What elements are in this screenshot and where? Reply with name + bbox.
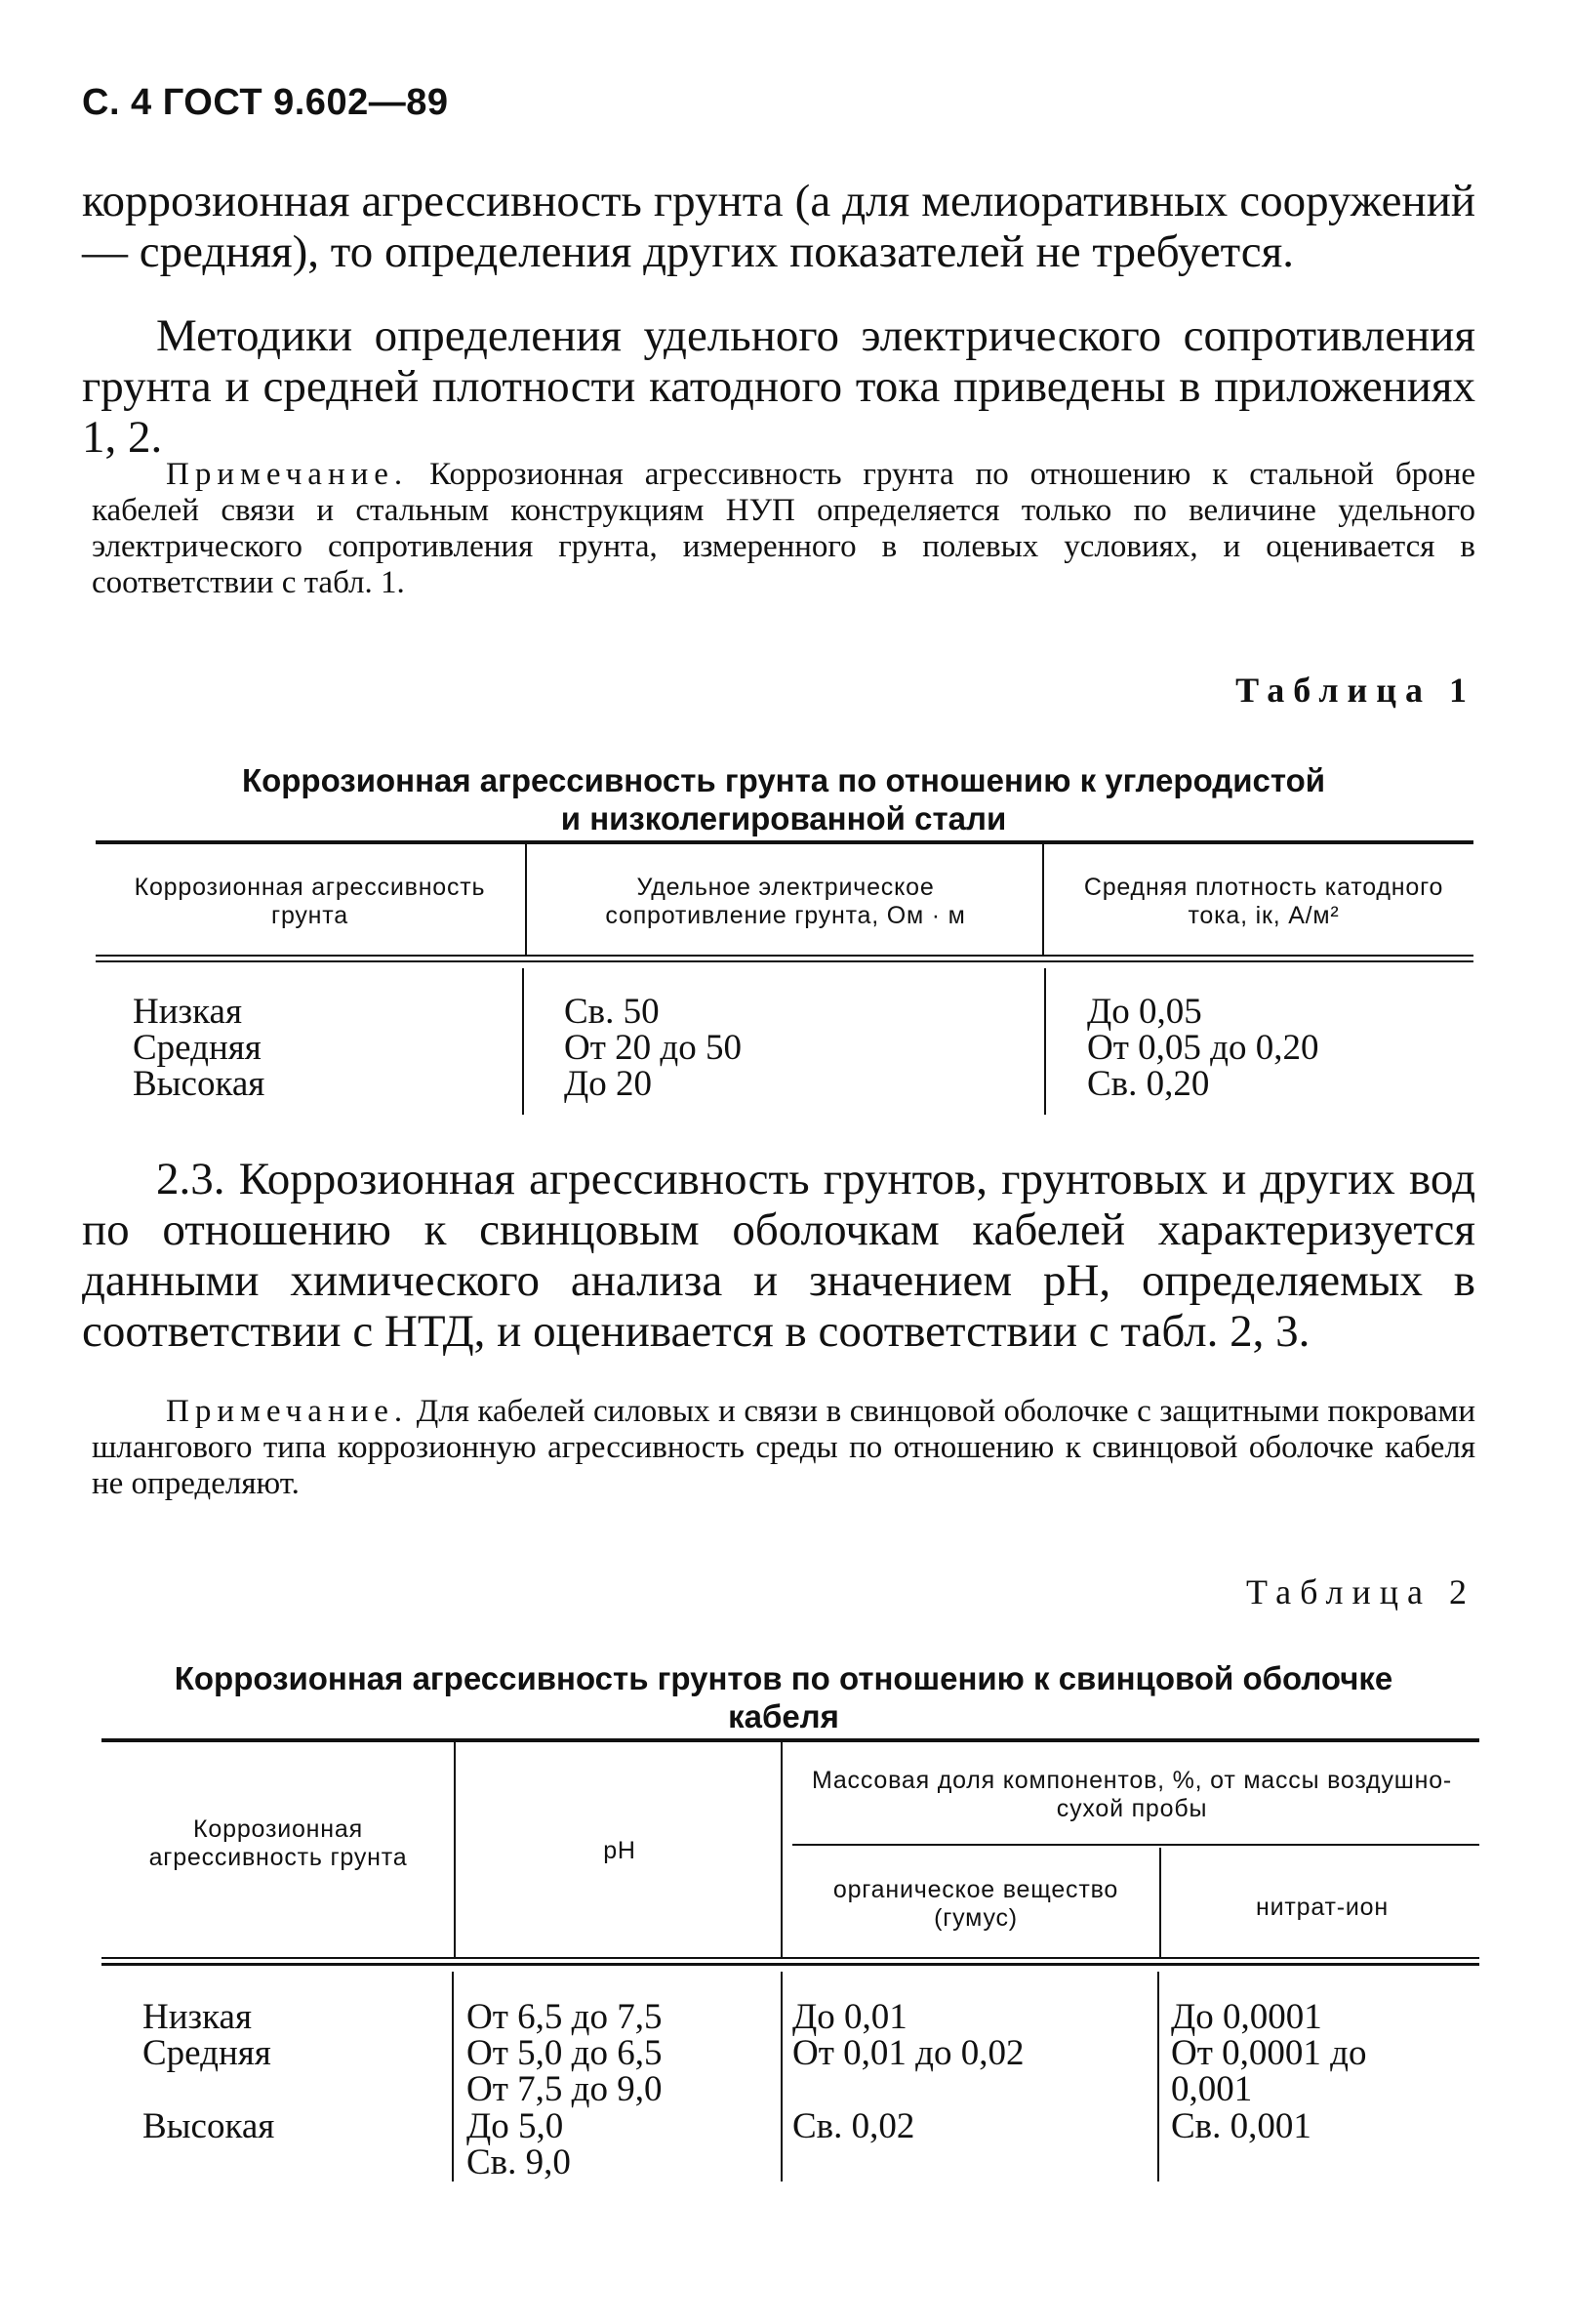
table-2-title-line1: Коррозионная агрессивность грунтов по отношению к свинцовой оболочке [174, 1660, 1393, 1696]
table-1-title [92, 761, 1475, 837]
table-2-divider [1159, 1848, 1161, 1957]
table-2-divider [452, 1972, 454, 2181]
note-1 [92, 457, 1475, 601]
paragraph-continuation: коррозионная агрессивность грунта (а для мелиоративных сооружений — средняя), то определения других показателей не требуется. [82, 176, 1475, 277]
table-1-divider [1044, 968, 1046, 1115]
page-header: С. 4 ГОСТ 9.602—89 [82, 82, 449, 123]
table-1-cell: Св. 50 [564, 992, 660, 1032]
paragraph-methods: Методики определения удельного электрического сопротивления грунта и средней плотности катодного тока приведены в приложениях 1, 2. [82, 310, 1475, 463]
table-2-divider [781, 1972, 783, 2181]
table-2-cell-ph: От 5,0 до 6,5 [466, 2033, 663, 2073]
table-2-cell-nitrate: 0,001 [1171, 2069, 1253, 2109]
table-1-header-resistance: Удельное электрическое сопротивление грунта, Ом · м [605, 874, 966, 929]
table-1-header-rule [96, 960, 1473, 962]
table-2-header-organic: органическое вещество (гумус) [832, 1876, 1119, 1932]
table-2-header-aggressiveness: Коррозионная агрессивность грунта [148, 1815, 408, 1871]
table-2-cell-organic: Св. 0,02 [792, 2106, 915, 2146]
note-1-text: Коррозионная агрессивность грунта по отношению к стальной броне кабелей связи и стальным конструкциям НУП определяется только по величине удельного электрического сопротивления грунта, измеренного в полевых условиях, и оценивается в соответствии с табл. 1. [92, 457, 1475, 600]
table-2-group-rule [792, 1844, 1479, 1846]
table-2-cell-ph: От 7,5 до 9,0 [466, 2069, 663, 2109]
table-2-header-rule [101, 1963, 1479, 1966]
table-1-header-current-density: Средняя плотность катодного тока, iк, А/м² [1083, 874, 1444, 929]
table-2-label: Таблица 2 [1246, 1572, 1475, 1611]
table-1-title-line1: Коррозионная агрессивность грунта по отношению к углеродистой [241, 762, 1326, 798]
table-1-cell: Св. 0,20 [1087, 1064, 1210, 1104]
table-2-header-mass-fraction: Массовая доля компонентов, %, от массы воздушно-сухой пробы [811, 1767, 1453, 1822]
table-2-divider [1157, 1972, 1159, 2181]
table-2-cell-ph: От 6,5 до 7,5 [466, 1997, 663, 2037]
table-2-cell-level: Низкая [142, 1997, 252, 2037]
table-1-cell: От 0,05 до 0,20 [1087, 1028, 1319, 1068]
table-2-cell-nitrate: Св. 0,001 [1171, 2106, 1311, 2146]
table-1-cell: До 20 [564, 1064, 652, 1104]
table-1-header-aggressiveness: Коррозионная агрессивность грунта [134, 874, 486, 929]
table-2-top-rule [101, 1738, 1479, 1742]
table-2-title [92, 1659, 1475, 1735]
table-2-header-rule [101, 1957, 1479, 1959]
table-2-title-line2: кабеля [728, 1698, 839, 1734]
table-2-divider [454, 1742, 456, 1957]
note-1-label: Примечание. [166, 457, 409, 492]
paragraph-2-3: 2.3. Коррозионная агрессивность грунтов, грунтовых и других вод по отношению к свинцовым оболочкам кабелей характеризуется данными химического анализа и значением рН, определяемых в соответствии с НТД, и оценивается в соответствии с табл. 2, 3. [82, 1154, 1475, 1357]
table-1-label: Таблица 1 [1235, 671, 1475, 710]
note-2-text: Для кабелей силовых и связи в свинцовой оболочке с защитными покровами шлангового типа коррозионную агрессивность среды по отношению к свинцовой оболочке кабеля не определяют. [92, 1394, 1475, 1501]
table-2-cell-level: Высокая [142, 2106, 275, 2146]
note-2-label: Примечание. [166, 1394, 409, 1429]
table-2-header-nitrate: нитрат-ион [1256, 1894, 1389, 1921]
table-1-cell: Высокая [133, 1064, 265, 1104]
table-1-divider [525, 844, 527, 955]
table-1-cell: Средняя [133, 1028, 262, 1068]
table-2-cell-ph: До 5,0 [466, 2106, 564, 2146]
table-1-cell: От 20 до 50 [564, 1028, 742, 1068]
table-2-cell-nitrate: От 0,0001 до [1171, 2033, 1367, 2073]
table-1-top-rule [96, 840, 1473, 844]
table-2-cell-organic: От 0,01 до 0,02 [792, 2033, 1025, 2073]
table-1-cell: До 0,05 [1087, 992, 1202, 1032]
note-2 [92, 1394, 1475, 1502]
table-2-cell-level: Средняя [142, 2033, 271, 2073]
table-1-cell: Низкая [133, 992, 242, 1032]
table-2-header-ph: рН [603, 1837, 636, 1864]
table-2-cell-organic: До 0,01 [792, 1997, 908, 2037]
table-1-divider [1042, 844, 1044, 955]
table-2-cell-nitrate: До 0,0001 [1171, 1997, 1322, 2037]
table-2-divider [781, 1742, 783, 1957]
table-2-cell-ph: Св. 9,0 [466, 2142, 571, 2182]
table-1-divider [522, 968, 524, 1115]
table-1-header-rule [96, 955, 1473, 957]
table-1-title-line2: и низколегированной стали [560, 800, 1007, 836]
